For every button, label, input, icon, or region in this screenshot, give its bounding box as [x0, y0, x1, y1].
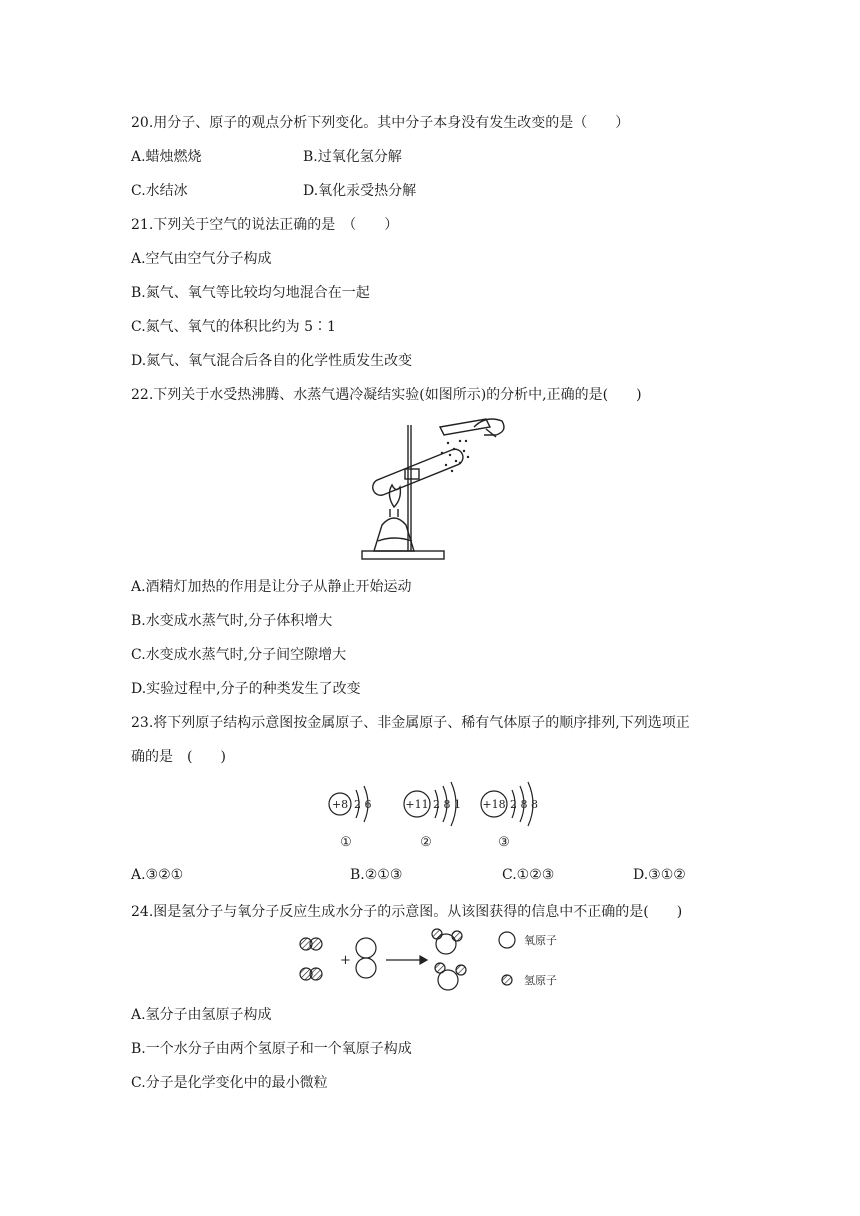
q20-stem: 20.用分子、原子的观点分析下列变化。其中分子本身没有发生改变的是（ ） — [131, 115, 630, 131]
q20-option-d: D.氧化汞受热分解 — [303, 183, 417, 199]
q22-option-d: D.实验过程中,分子的种类发生了改变 — [131, 681, 361, 697]
atom3-shells: 2 8 8 — [510, 798, 538, 811]
q20-option-c: C.水结冰 — [131, 183, 188, 199]
q24-option-c: C.分子是化学变化中的最小微粒 — [131, 1075, 328, 1091]
atom2-shells: 2 8 1 — [433, 798, 461, 811]
legend-hydrogen-atom: 氢原子 — [524, 974, 557, 987]
q20-option-a: A.蜡烛燃烧 — [131, 149, 202, 165]
q23-option-b: B.②①③ — [350, 867, 403, 883]
atom2-label: ② — [420, 835, 432, 850]
q24-option-a: A.氢分子由氢原子构成 — [131, 1007, 272, 1023]
q22-stem: 22.下列关于水受热沸腾、水蒸气遇冷凝结实验(如图所示)的分析中,正确的是( ) — [131, 387, 642, 403]
atom3-nucleus: +18 — [482, 798, 506, 811]
atom3-label: ③ — [498, 835, 510, 850]
q23-option-c: C.①②③ — [502, 867, 555, 883]
q23-option-a: A.③②① — [131, 867, 184, 883]
q21-option-a: A.空气由空气分子构成 — [131, 251, 272, 267]
boiling-water-apparatus-figure — [356, 413, 512, 565]
q20-option-b: B.过氧化氢分解 — [303, 149, 402, 165]
q22-option-c: C.水变成水蒸气时,分子间空隙增大 — [131, 647, 347, 663]
q22-option-a: A.酒精灯加热的作用是让分子从静止开始运动 — [131, 579, 412, 595]
legend-oxygen-atom: 氧原子 — [524, 934, 557, 947]
plus-sign: + — [340, 953, 351, 968]
q23-stem-line2: 确的是 ( ) — [131, 749, 226, 765]
q21-option-c: C.氮气、氧气的体积比约为 5∶1 — [131, 319, 336, 335]
atom2-nucleus: +11 — [405, 798, 429, 811]
q24-stem: 24.图是氢分子与氧分子反应生成水分子的示意图。从该图获得的信息中不正确的是( ) — [131, 904, 683, 920]
q21-stem: 21.下列关于空气的说法正确的是 （ ） — [131, 217, 399, 233]
atom-structure-diagrams — [322, 778, 542, 854]
atom1-label: ① — [340, 835, 352, 850]
q23-stem-line1: 23.将下列原子结构示意图按金属原子、非金属原子、稀有气体原子的顺序排列,下列选项正 — [131, 715, 690, 731]
atom1-nucleus: +8 — [331, 798, 349, 811]
q21-option-d: D.氮气、氧气混合后各自的化学性质发生改变 — [131, 353, 413, 369]
atom1-shells: 2 6 — [354, 798, 372, 811]
q24-option-b: B.一个水分子由两个氢原子和一个氧原子构成 — [131, 1041, 412, 1057]
q23-option-d: D.③①② — [633, 867, 686, 883]
q22-option-b: B.水变成水蒸气时,分子体积增大 — [131, 613, 333, 629]
water-formation-diagram — [296, 926, 596, 996]
q21-option-b: B.氮气、氧气等比较均匀地混合在一起 — [131, 285, 370, 301]
